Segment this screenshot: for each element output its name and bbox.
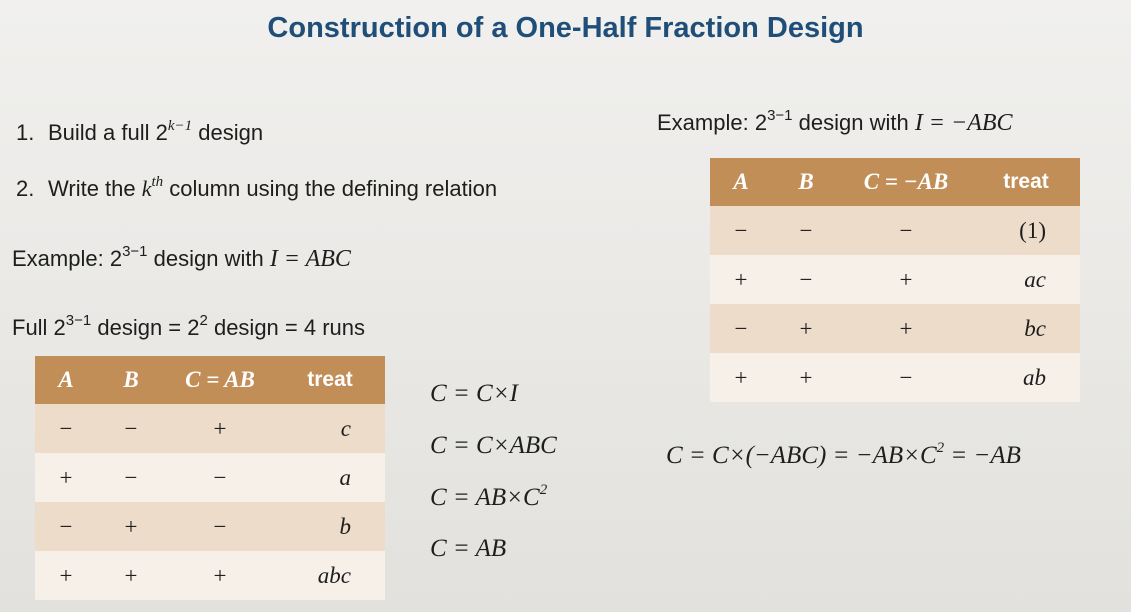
table-row xyxy=(35,453,385,502)
cell-a: − xyxy=(35,404,97,453)
cell-c: + xyxy=(165,551,275,600)
full-design-prefix: Full 2 xyxy=(12,315,66,340)
cell-b: + xyxy=(772,304,840,353)
left-header-c: C = AB xyxy=(165,356,275,404)
full-design-mid: design = 2 xyxy=(91,315,200,340)
right-equation xyxy=(666,440,1021,472)
cell-c: − xyxy=(840,206,972,255)
table-row xyxy=(710,304,1080,353)
cell-b: + xyxy=(772,353,840,402)
cell-c: − xyxy=(840,353,972,402)
right-header-c: C = −AB xyxy=(840,158,972,206)
cell-treat: abc xyxy=(275,551,385,600)
step-1-superscript: k−1 xyxy=(167,117,193,134)
cell-a: − xyxy=(710,206,772,255)
right-equation-superscript: 2 xyxy=(936,439,945,456)
right-header-a: A xyxy=(710,158,772,206)
left-example-relation: I = ABC xyxy=(269,246,351,272)
right-example-middle: design with xyxy=(792,110,915,135)
cell-treat: (1) xyxy=(972,206,1080,255)
right-example-superscript: 3−1 xyxy=(767,106,793,124)
full-design-superscript-2: 2 xyxy=(199,311,208,329)
derivation-line-3-superscript: 2 xyxy=(539,481,548,498)
step-1-text: Build a full 2 xyxy=(48,120,168,145)
table-row xyxy=(710,255,1080,304)
right-example-prefix: Example: 2 xyxy=(657,110,768,135)
cell-a: − xyxy=(710,304,772,353)
step-2-after: column using the defining relation xyxy=(163,176,498,201)
step-2-text: Write the xyxy=(48,176,142,201)
left-header-treat: treat xyxy=(275,356,385,404)
table-row xyxy=(710,353,1080,402)
step-1-number: 1. xyxy=(16,120,35,145)
table-row xyxy=(710,206,1080,255)
left-example-middle: design with xyxy=(147,246,270,271)
page-title: Construction of a One-Half Fraction Design xyxy=(267,12,864,44)
table-row xyxy=(35,551,385,600)
cell-treat: bc xyxy=(972,304,1080,353)
derivation-line-3-text: C = AB×C xyxy=(430,484,540,511)
full-design-superscript-1: 3−1 xyxy=(65,311,92,329)
right-equation-end: = −AB xyxy=(944,442,1021,469)
cell-b: − xyxy=(97,404,165,453)
right-design-table xyxy=(710,158,1080,402)
right-example-relation: I = −ABC xyxy=(914,110,1013,136)
left-example-superscript: 3−1 xyxy=(122,242,148,260)
right-header-treat: treat xyxy=(972,158,1080,206)
cell-a: − xyxy=(35,502,97,551)
cell-treat: c xyxy=(275,404,385,453)
cell-treat: b xyxy=(275,502,385,551)
right-table-header-row xyxy=(710,158,1080,206)
right-header-b: B xyxy=(772,158,840,206)
step-2 xyxy=(16,174,497,204)
cell-treat: ac xyxy=(972,255,1080,304)
step-1-after: design xyxy=(192,120,264,145)
step-1 xyxy=(16,118,263,148)
full-design-after: design = 4 runs xyxy=(207,315,366,340)
derivation-line-1: C = C×I xyxy=(430,380,518,407)
cell-b: − xyxy=(772,255,840,304)
cell-a: + xyxy=(35,453,97,502)
left-table-header-row xyxy=(35,356,385,404)
derivation-line-4: C = AB xyxy=(430,535,507,562)
table-row xyxy=(35,404,385,453)
table-row xyxy=(35,502,385,551)
cell-b: + xyxy=(97,551,165,600)
step-2-superscript: th xyxy=(151,173,164,190)
cell-a: + xyxy=(710,255,772,304)
left-header-a: A xyxy=(35,356,97,404)
cell-b: + xyxy=(97,502,165,551)
cell-c: + xyxy=(165,404,275,453)
cell-c: − xyxy=(165,453,275,502)
left-example-prefix: Example: 2 xyxy=(12,246,123,271)
step-2-math: k xyxy=(141,176,152,201)
right-equation-main: C = C×(−ABC) = −AB×C xyxy=(666,442,937,469)
left-example-line xyxy=(12,244,351,274)
step-2-number: 2. xyxy=(16,176,35,201)
derivation-line-2: C = C×ABC xyxy=(430,432,557,459)
derivation-line-3 xyxy=(430,482,547,514)
cell-a: + xyxy=(35,551,97,600)
cell-c: + xyxy=(840,304,972,353)
cell-a: + xyxy=(710,353,772,402)
cell-c: + xyxy=(840,255,972,304)
right-example-line xyxy=(657,108,1013,138)
cell-treat: ab xyxy=(972,353,1080,402)
left-header-b: B xyxy=(97,356,165,404)
left-design-table xyxy=(35,356,385,600)
full-design-line xyxy=(12,313,365,343)
cell-c: − xyxy=(165,502,275,551)
cell-b: − xyxy=(772,206,840,255)
cell-treat: a xyxy=(275,453,385,502)
cell-b: − xyxy=(97,453,165,502)
